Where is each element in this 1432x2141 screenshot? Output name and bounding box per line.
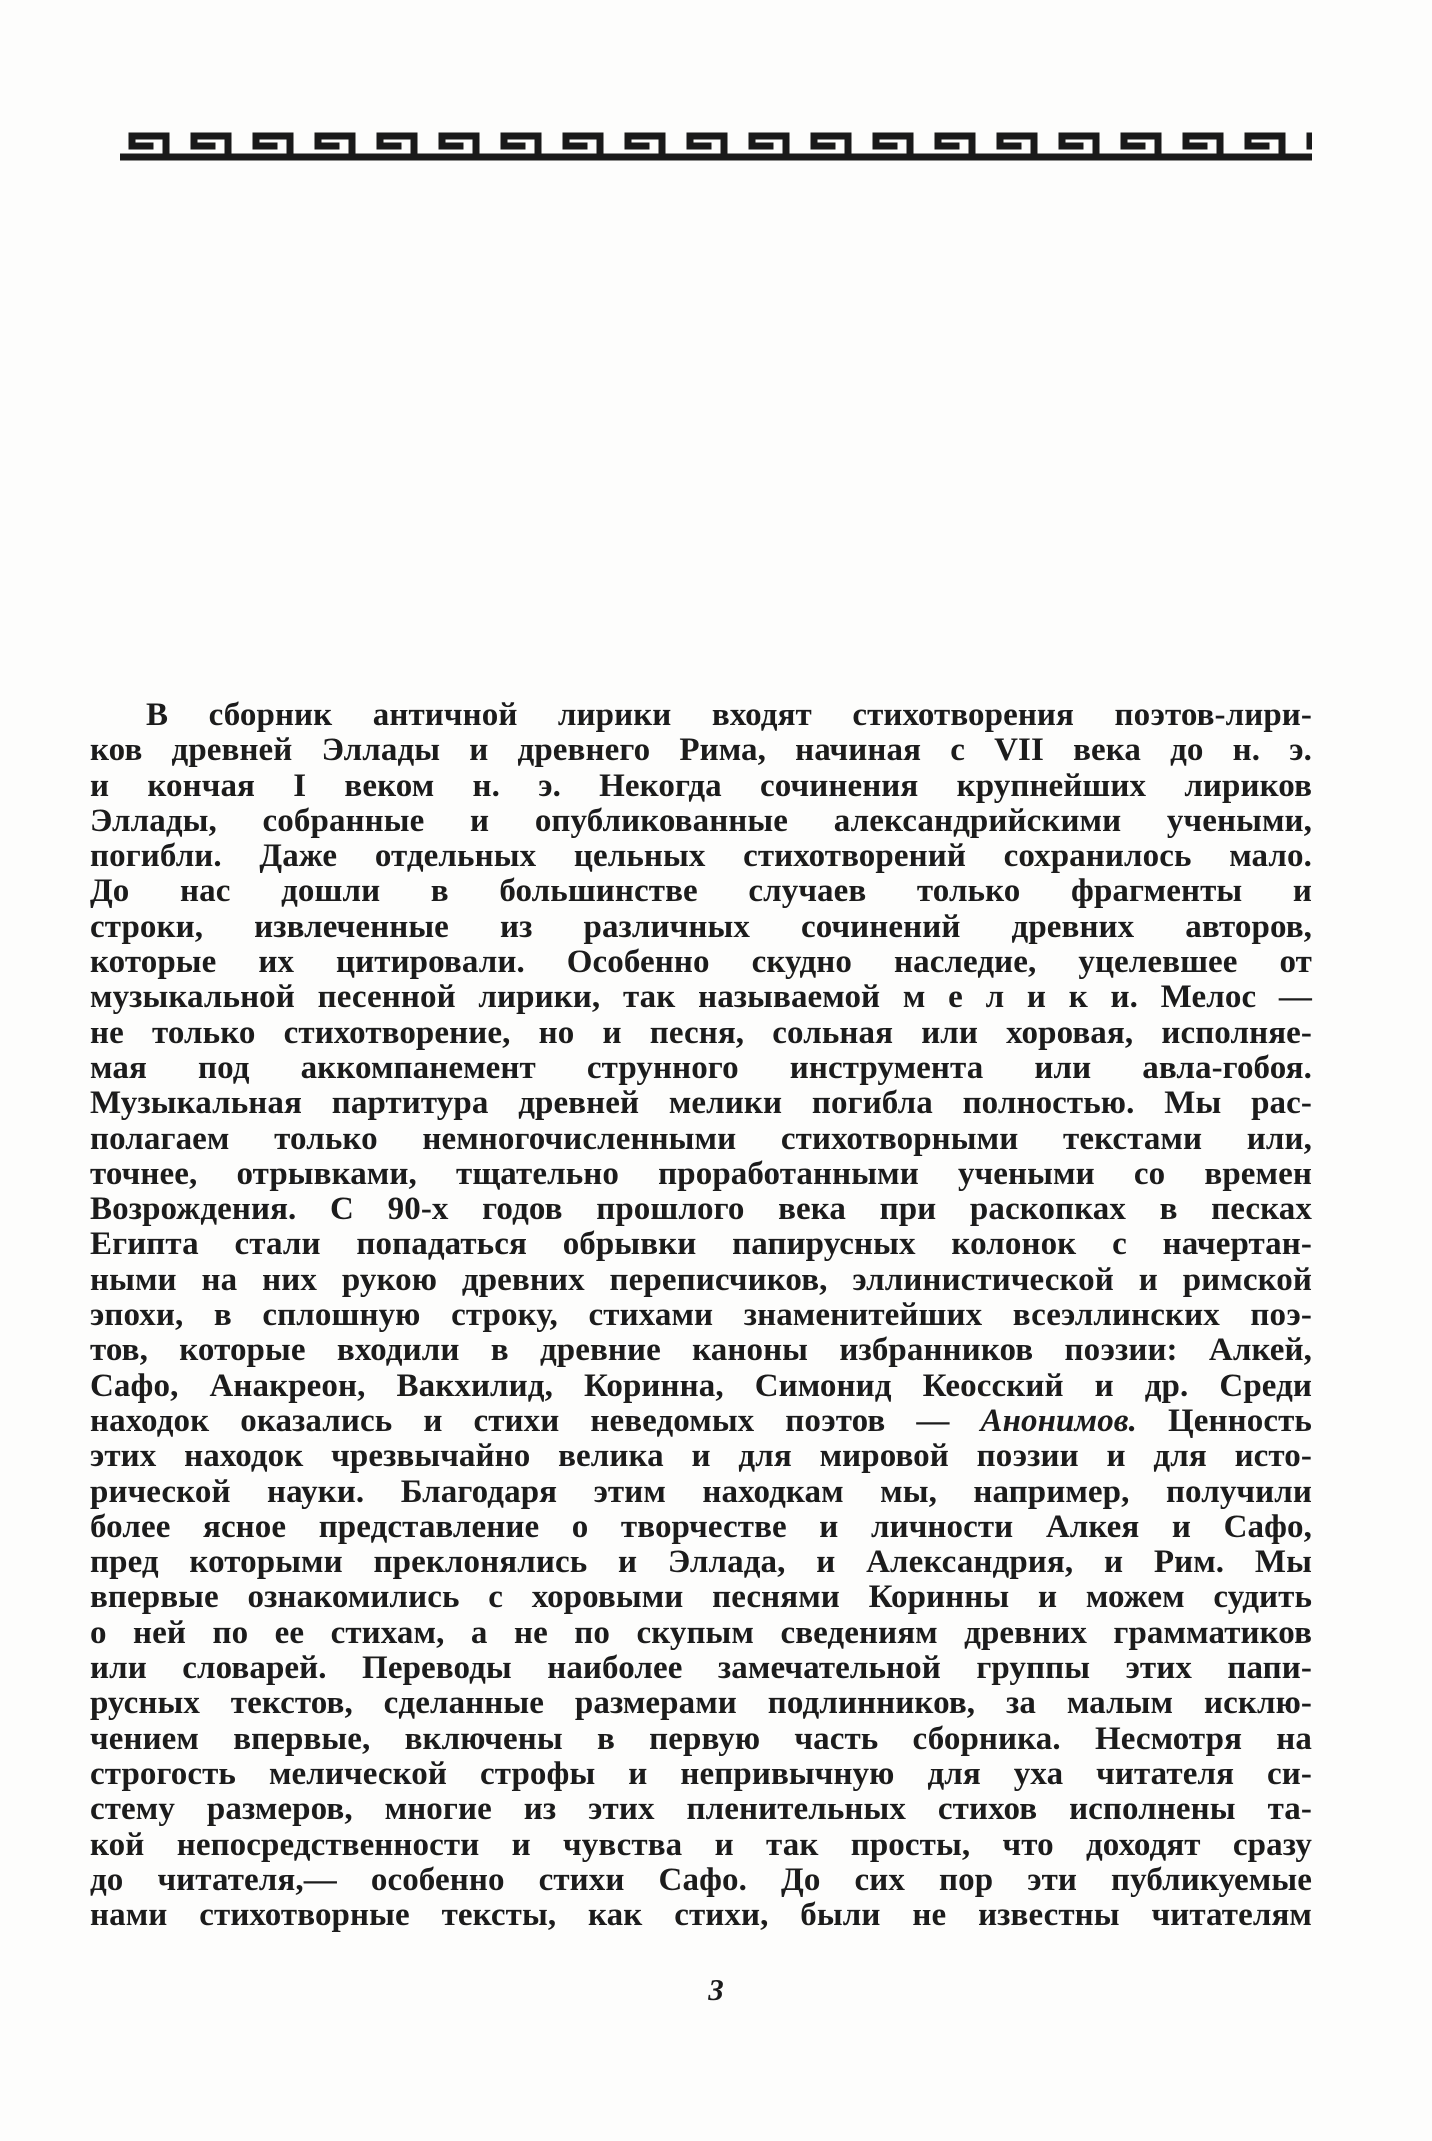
text-line: этих находок чрезвычайно велика и для мировой поэзии и для исто- bbox=[90, 1438, 1312, 1475]
text-line: и кончая I веком н. э. Некогда сочинения крупнейших лириков bbox=[90, 767, 1312, 804]
text-line: Египта стали попадаться обрывки папирусных колонок с начертан- bbox=[90, 1226, 1312, 1263]
text-line: строгость мелической строфы и непривычную для уха читателя си- bbox=[90, 1755, 1312, 1792]
greek-key-border-icon bbox=[120, 130, 1312, 164]
text-line: погибли. Даже отдельных цельных стихотворений сохранилось мало. bbox=[90, 838, 1312, 875]
text-line: В сборник античной лирики входят стихотворения поэтов-лири- bbox=[146, 697, 1312, 733]
body-text bbox=[90, 698, 1312, 1933]
italic-text: Анонимов. bbox=[980, 1402, 1138, 1439]
text-segment: Ценность bbox=[1137, 1402, 1312, 1439]
text-segment: находок оказались и стихи неведомых поэтов — bbox=[90, 1402, 981, 1439]
text-line: ков древней Эллады и древнего Рима, начиная с VII века до н. э. bbox=[90, 732, 1312, 769]
text-line: Музыкальная партитура древней мелики погибла полностью. Мы рас- bbox=[90, 1085, 1312, 1122]
text-line: впервые ознакомились с хоровыми песнями Коринны и можем судить bbox=[90, 1579, 1312, 1616]
text-line: чением впервые, включены в первую часть сборника. Несмотря на bbox=[90, 1720, 1312, 1757]
text-line: Эллады, собранные и опубликованные александрийскими учеными, bbox=[90, 802, 1312, 839]
text-line: рической науки. Благодаря этим находкам мы, например, получили bbox=[90, 1473, 1312, 1510]
text-line: мая под аккомпанемент струнного инструмента или авла-гобоя. bbox=[90, 1049, 1312, 1086]
text-line: тов, которые входили в древние каноны избранников поэзии: Алкей, bbox=[90, 1332, 1312, 1369]
text-line bbox=[90, 1404, 1312, 1439]
text-line: более ясное представление о творчестве и личности Алкея и Сафо, bbox=[90, 1508, 1312, 1545]
text-line: музыкальной песенной лирики, так называемой м е л и к и. Мелос — bbox=[90, 979, 1312, 1016]
text-line: Возрождения. С 90-х годов прошлого века при раскопках в песках bbox=[90, 1191, 1312, 1228]
text-line: или словарей. Переводы наиболее замечательной группы этих папи- bbox=[90, 1650, 1312, 1687]
text-line: стему размеров, многие из этих пленительных стихов исполнены та- bbox=[90, 1791, 1312, 1828]
text-line: строки, извлеченные из различных сочинений древних авторов, bbox=[90, 908, 1312, 945]
text-line: русных текстов, сделанные размерами подлинников, за малым исклю- bbox=[90, 1685, 1312, 1722]
text-line: ными на них рукою древних переписчиков, эллинистической и римской bbox=[90, 1261, 1312, 1298]
text-line: о ней по ее стихам, а не по скупым сведениям древних грамматиков bbox=[90, 1614, 1312, 1651]
text-line: Сафо, Анакреон, Вакхилид, Коринна, Симонид Кеосский и др. Среди bbox=[90, 1367, 1312, 1404]
text-line: нами стихотворные тексты, как стихи, были не известны читателям bbox=[90, 1897, 1312, 1934]
text-line: точнее, отрывками, тщательно проработанными учеными со времен bbox=[90, 1155, 1312, 1192]
text-line: эпохи, в сплошную строку, стихами знаменитейших всеэллинских поэ- bbox=[90, 1297, 1312, 1334]
text-line: До нас дошли в большинстве случаев только фрагменты и bbox=[90, 873, 1312, 910]
text-line: не только стихотворение, но и песня, сольная или хоровая, исполняе- bbox=[90, 1014, 1312, 1051]
page-number: 3 bbox=[708, 1972, 724, 2007]
text-line: пред которыми преклонялись и Эллада, и Александрия, и Рим. Мы bbox=[90, 1544, 1312, 1581]
text-line: кой непосредственности и чувства и так просты, что доходят сразу bbox=[90, 1826, 1312, 1863]
text-line: полагаем только немногочисленными стихотворными текстами или, bbox=[90, 1120, 1312, 1157]
text-line: которые их цитировали. Особенно скудно наследие, уцелевшее от bbox=[90, 944, 1312, 981]
text-line: до читателя,— особенно стихи Сафо. До сих пор эти публикуемые bbox=[90, 1861, 1312, 1898]
